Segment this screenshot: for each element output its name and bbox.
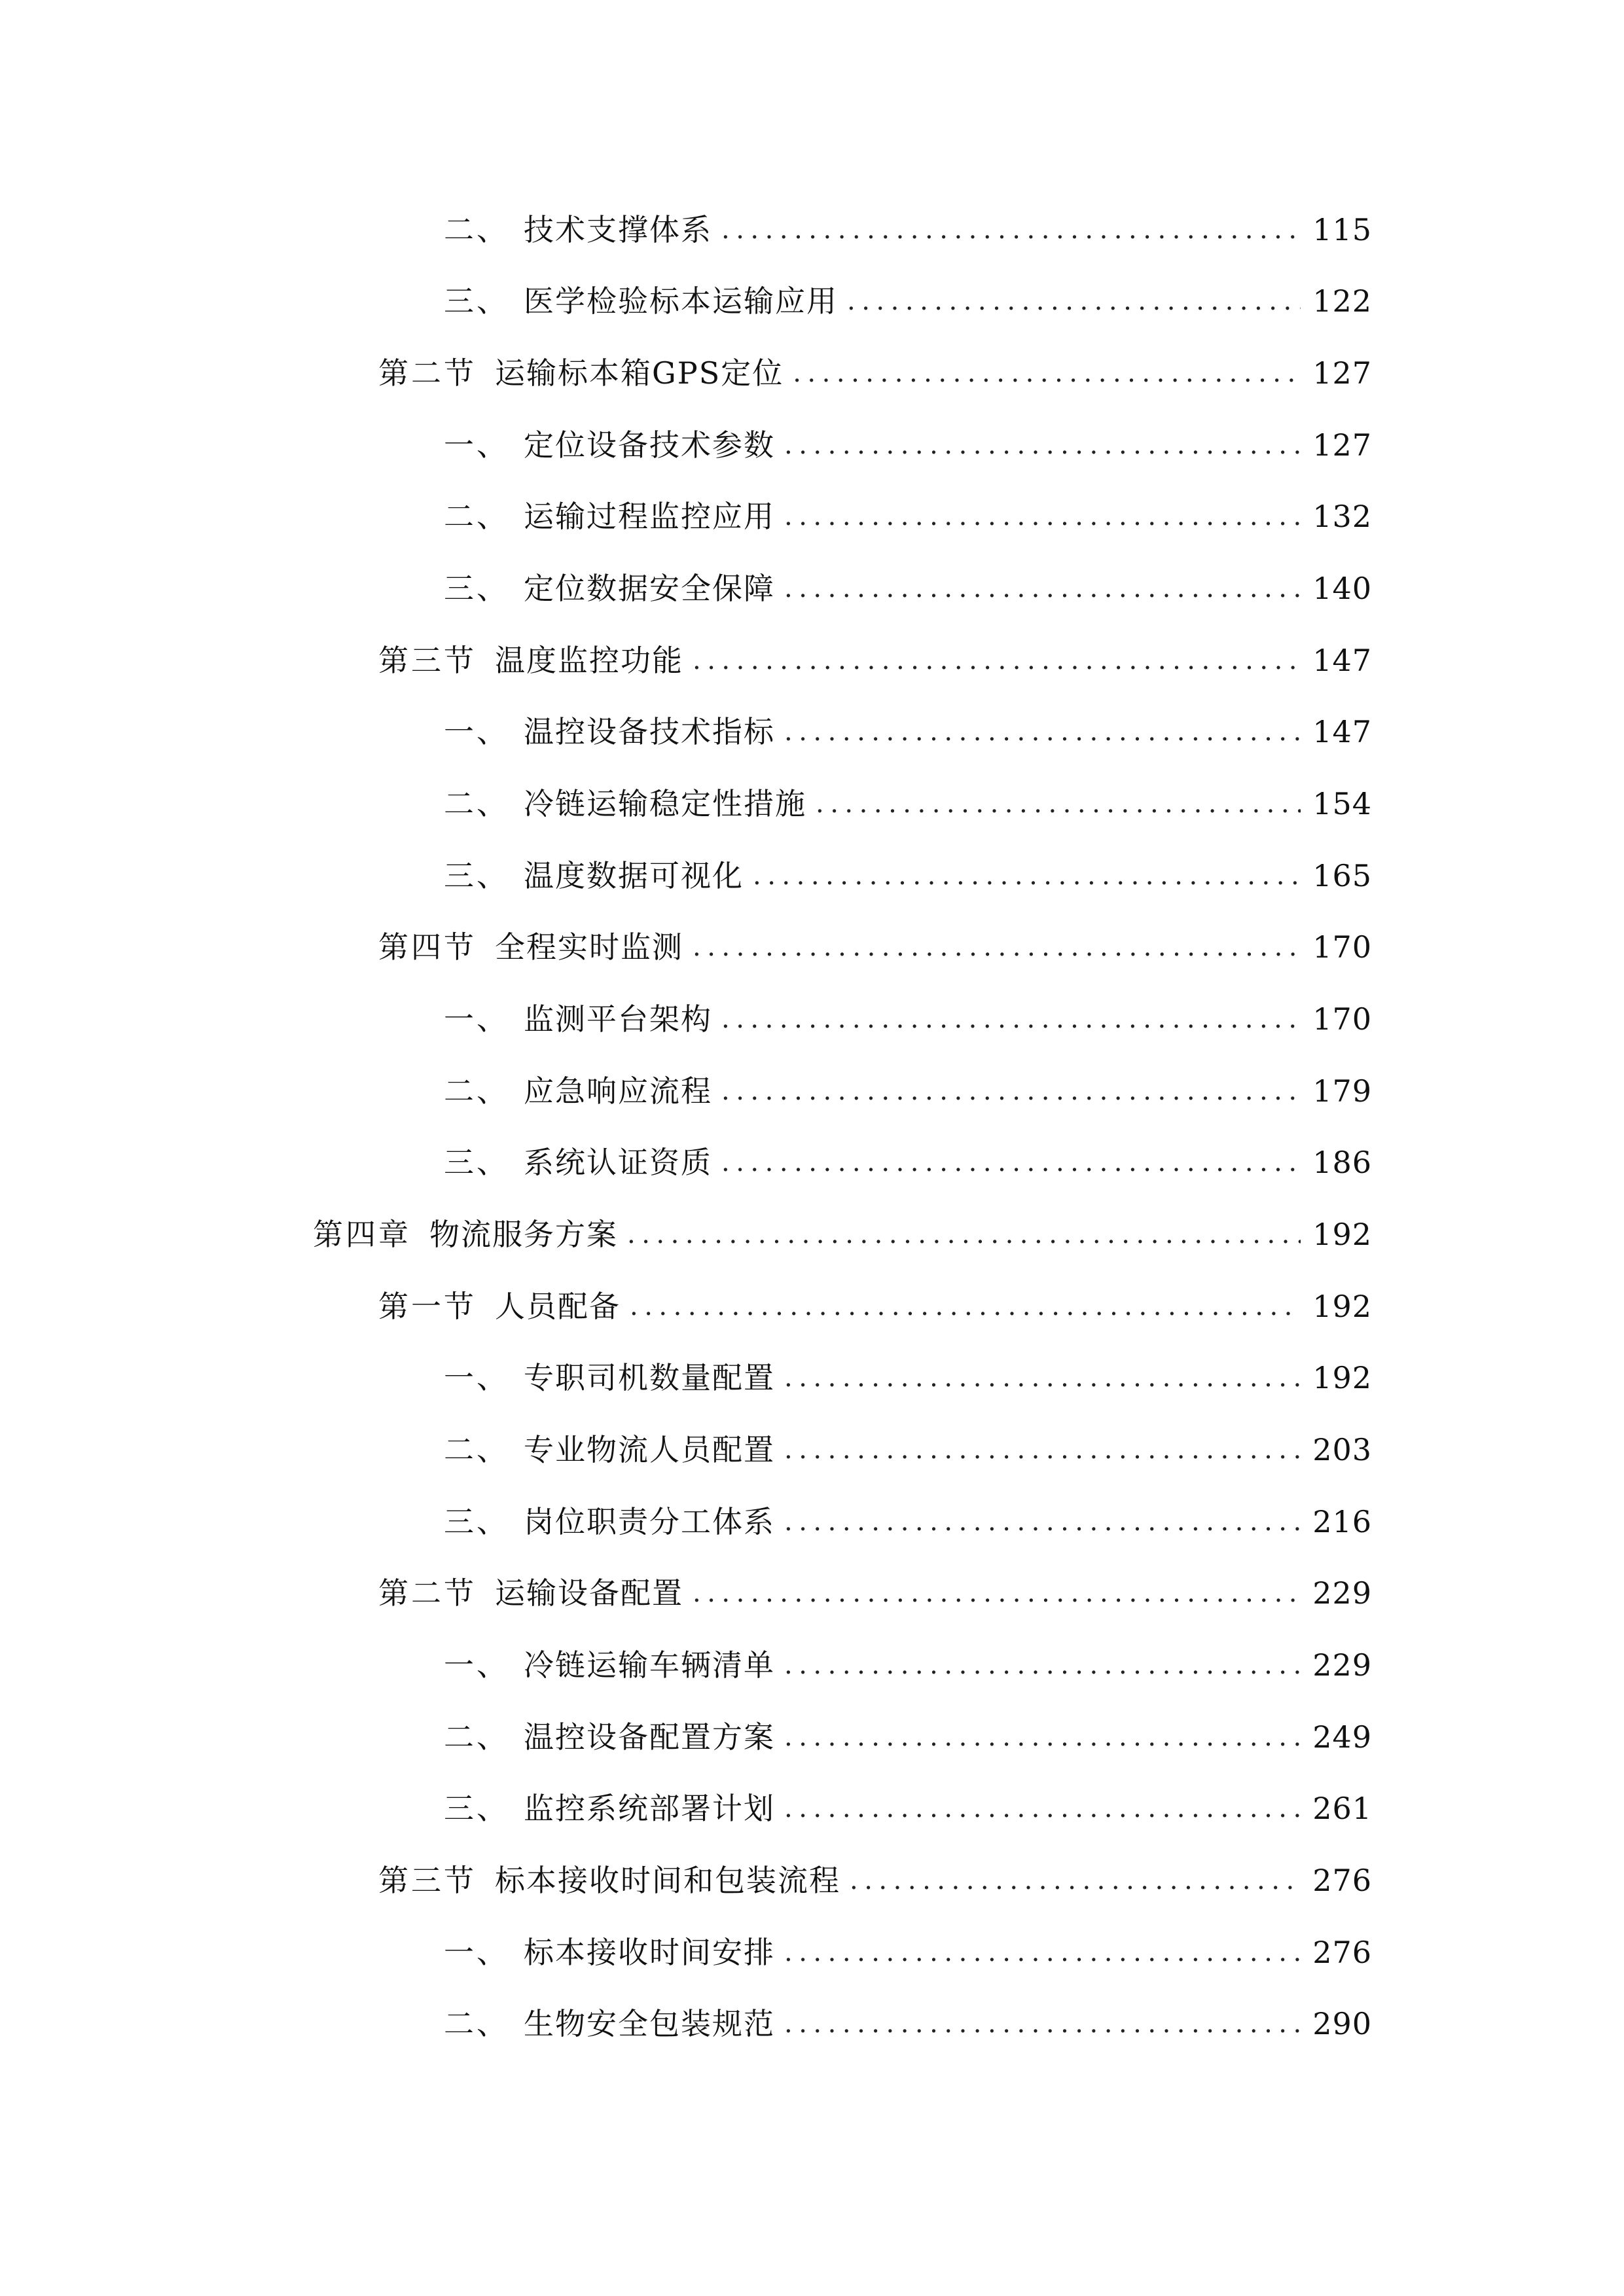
toc-entry-number: 二、	[444, 499, 509, 534]
toc-entry[interactable]	[444, 490, 1372, 543]
toc-entry-page: 154	[1312, 786, 1372, 821]
toc-entry-title: 温控设备技术指标	[524, 714, 775, 749]
toc-entry-page: 276	[1312, 1863, 1372, 1898]
toc-entry-title: 冷链运输稳定性措施	[524, 786, 806, 821]
toc-entry-number: 二、	[444, 786, 509, 821]
toc-entry-title: 定位数据安全保障	[524, 571, 775, 606]
toc-entry-number: 二、	[444, 1073, 509, 1109]
toc-entry-page: 140	[1312, 571, 1372, 606]
toc-entry-number: 第三节	[378, 1863, 477, 1898]
toc-entry-title: 标本接收时间安排	[524, 1935, 775, 1970]
toc-entry-number: 三、	[444, 571, 509, 606]
dot-leader	[693, 1567, 1301, 1619]
toc-entry-title: 监控系统部署计划	[524, 1791, 775, 1826]
toc-entry-page: 216	[1312, 1504, 1372, 1539]
toc-entry-title: 定位设备技术参数	[524, 427, 775, 463]
toc-entry-page: 170	[1312, 1001, 1372, 1037]
toc-entry-page: 122	[1312, 283, 1372, 319]
dot-leader	[784, 1352, 1301, 1404]
toc-entry[interactable]	[444, 419, 1372, 471]
toc-entry-number: 第三节	[378, 643, 477, 678]
toc-entry-title: 生物安全包装规范	[524, 2006, 775, 2041]
toc-entry-page: 132	[1312, 499, 1372, 534]
toc-entry-page: 192	[1312, 1217, 1372, 1252]
toc-entry-number: 二、	[444, 1719, 509, 1755]
toc-entry-title: 温度监控功能	[495, 643, 683, 678]
dot-leader	[784, 1926, 1301, 1979]
toc-entry[interactable]	[444, 1998, 1372, 2050]
toc-entry-page: 170	[1312, 929, 1372, 965]
dot-leader	[721, 993, 1301, 1045]
toc-entry[interactable]	[444, 1711, 1372, 1763]
toc-entry-number: 二、	[444, 212, 509, 247]
toc-entry-number: 第四章	[313, 1217, 411, 1252]
toc-entry-page: 276	[1312, 1935, 1372, 1970]
toc-entry-title: 温控设备配置方案	[524, 1719, 775, 1755]
toc-entry[interactable]	[378, 347, 1372, 399]
dot-leader	[793, 347, 1301, 399]
toc-entry[interactable]	[444, 275, 1372, 327]
toc-entry-page: 192	[1312, 1289, 1372, 1324]
toc-entry[interactable]	[444, 778, 1372, 830]
toc-entry[interactable]	[313, 1208, 1372, 1261]
toc-entry-number: 三、	[444, 1145, 509, 1180]
toc-entry-page: 127	[1312, 427, 1372, 463]
dot-leader	[721, 1136, 1301, 1189]
toc-entry[interactable]	[378, 1854, 1372, 1907]
toc-entry-number: 二、	[444, 2006, 509, 2041]
dot-leader	[847, 275, 1301, 327]
toc-entry-title: 物流服务方案	[429, 1217, 618, 1252]
toc-entry-number: 一、	[444, 1935, 509, 1970]
toc-entry[interactable]	[444, 993, 1372, 1045]
toc-entry-title: 运输设备配置	[495, 1575, 683, 1611]
toc-entry-number: 三、	[444, 1504, 509, 1539]
toc-entry-title: 运输过程监控应用	[524, 499, 775, 534]
dot-leader	[784, 1998, 1301, 2050]
toc-entry-number: 一、	[444, 714, 509, 749]
toc-entry[interactable]	[444, 850, 1372, 902]
dot-leader	[784, 419, 1301, 471]
toc-entry-number: 一、	[444, 427, 509, 463]
dot-leader	[784, 1782, 1301, 1835]
dot-leader	[627, 1208, 1301, 1261]
dot-leader	[721, 1065, 1301, 1117]
dot-leader	[753, 850, 1301, 902]
dot-leader	[784, 1639, 1301, 1691]
toc-entry[interactable]	[378, 634, 1372, 687]
toc-entry[interactable]	[444, 1136, 1372, 1189]
toc-entry-title: 专业物流人员配置	[524, 1432, 775, 1467]
toc-entry-page: 186	[1312, 1145, 1372, 1180]
toc-entry-page: 203	[1312, 1432, 1372, 1467]
dot-leader	[784, 1424, 1301, 1476]
dot-leader	[816, 778, 1301, 830]
toc-entry-title: 岗位职责分工体系	[524, 1504, 775, 1539]
toc-entry-page: 249	[1312, 1719, 1372, 1755]
toc-entry-title: 监测平台架构	[524, 1001, 712, 1037]
toc-entry-number: 第一节	[378, 1289, 477, 1324]
toc-entry[interactable]	[378, 1280, 1372, 1333]
toc-entry-title: 全程实时监测	[495, 929, 683, 965]
toc-entry-page: 165	[1312, 858, 1372, 893]
toc-entry-title: 系统认证资质	[524, 1145, 712, 1180]
toc-entry[interactable]	[444, 1496, 1372, 1548]
toc-entry-page: 290	[1312, 2006, 1372, 2041]
dot-leader	[784, 1496, 1301, 1548]
toc-entry-title: 人员配备	[495, 1289, 621, 1324]
dot-leader	[784, 706, 1301, 758]
dot-leader	[693, 921, 1301, 973]
toc-entry-number: 第二节	[378, 1575, 477, 1611]
toc-entry[interactable]	[444, 1782, 1372, 1835]
toc-entry-number: 三、	[444, 858, 509, 893]
toc-entry-page: 229	[1312, 1575, 1372, 1611]
toc-entry-number: 第二节	[378, 355, 477, 391]
toc-entry-page: 179	[1312, 1073, 1372, 1109]
toc-entry-page: 127	[1312, 355, 1372, 391]
toc-entry[interactable]	[444, 706, 1372, 758]
toc-entry[interactable]	[378, 921, 1372, 973]
toc-entry[interactable]	[444, 562, 1372, 615]
dot-leader	[784, 562, 1301, 615]
toc-entry-title: 技术支撑体系	[524, 212, 712, 247]
toc-entry-number: 第四节	[378, 929, 477, 965]
toc-entry-number: 一、	[444, 1647, 509, 1683]
toc-entry-page: 261	[1312, 1791, 1372, 1826]
toc-entry-title: 冷链运输车辆清单	[524, 1647, 775, 1683]
toc-entry[interactable]	[444, 1926, 1372, 1979]
toc-entry-title: 温度数据可视化	[524, 858, 744, 893]
toc-entry[interactable]	[378, 1567, 1372, 1619]
toc-entry[interactable]	[444, 1065, 1372, 1117]
toc-entry[interactable]	[444, 1639, 1372, 1691]
toc-entry-page: 147	[1312, 643, 1372, 678]
toc-entry-title: 运输标本箱GPS定位	[495, 355, 784, 391]
toc-entry-page: 229	[1312, 1647, 1372, 1683]
toc-entry-number: 一、	[444, 1360, 509, 1395]
dot-leader	[693, 634, 1301, 687]
dot-leader	[630, 1280, 1301, 1333]
toc-entry-title: 标本接收时间和包装流程	[495, 1863, 840, 1898]
dot-leader	[784, 1711, 1301, 1763]
toc-entry[interactable]	[444, 1424, 1372, 1476]
toc-entry-page: 147	[1312, 714, 1372, 749]
dot-leader	[850, 1854, 1301, 1907]
toc-entry-page: 115	[1312, 212, 1372, 247]
toc-entry-title: 医学检验标本运输应用	[524, 283, 838, 319]
toc-entry-number: 三、	[444, 1791, 509, 1826]
toc-entry[interactable]	[444, 204, 1372, 256]
toc-entry-number: 二、	[444, 1432, 509, 1467]
toc-entry[interactable]	[444, 1352, 1372, 1404]
toc-entry-page: 192	[1312, 1360, 1372, 1395]
dot-leader	[721, 204, 1301, 256]
dot-leader	[784, 490, 1301, 543]
toc-entry-number: 三、	[444, 283, 509, 319]
toc-entry-title: 应急响应流程	[524, 1073, 712, 1109]
toc-entry-title: 专职司机数量配置	[524, 1360, 775, 1395]
toc-entry-number: 一、	[444, 1001, 509, 1037]
